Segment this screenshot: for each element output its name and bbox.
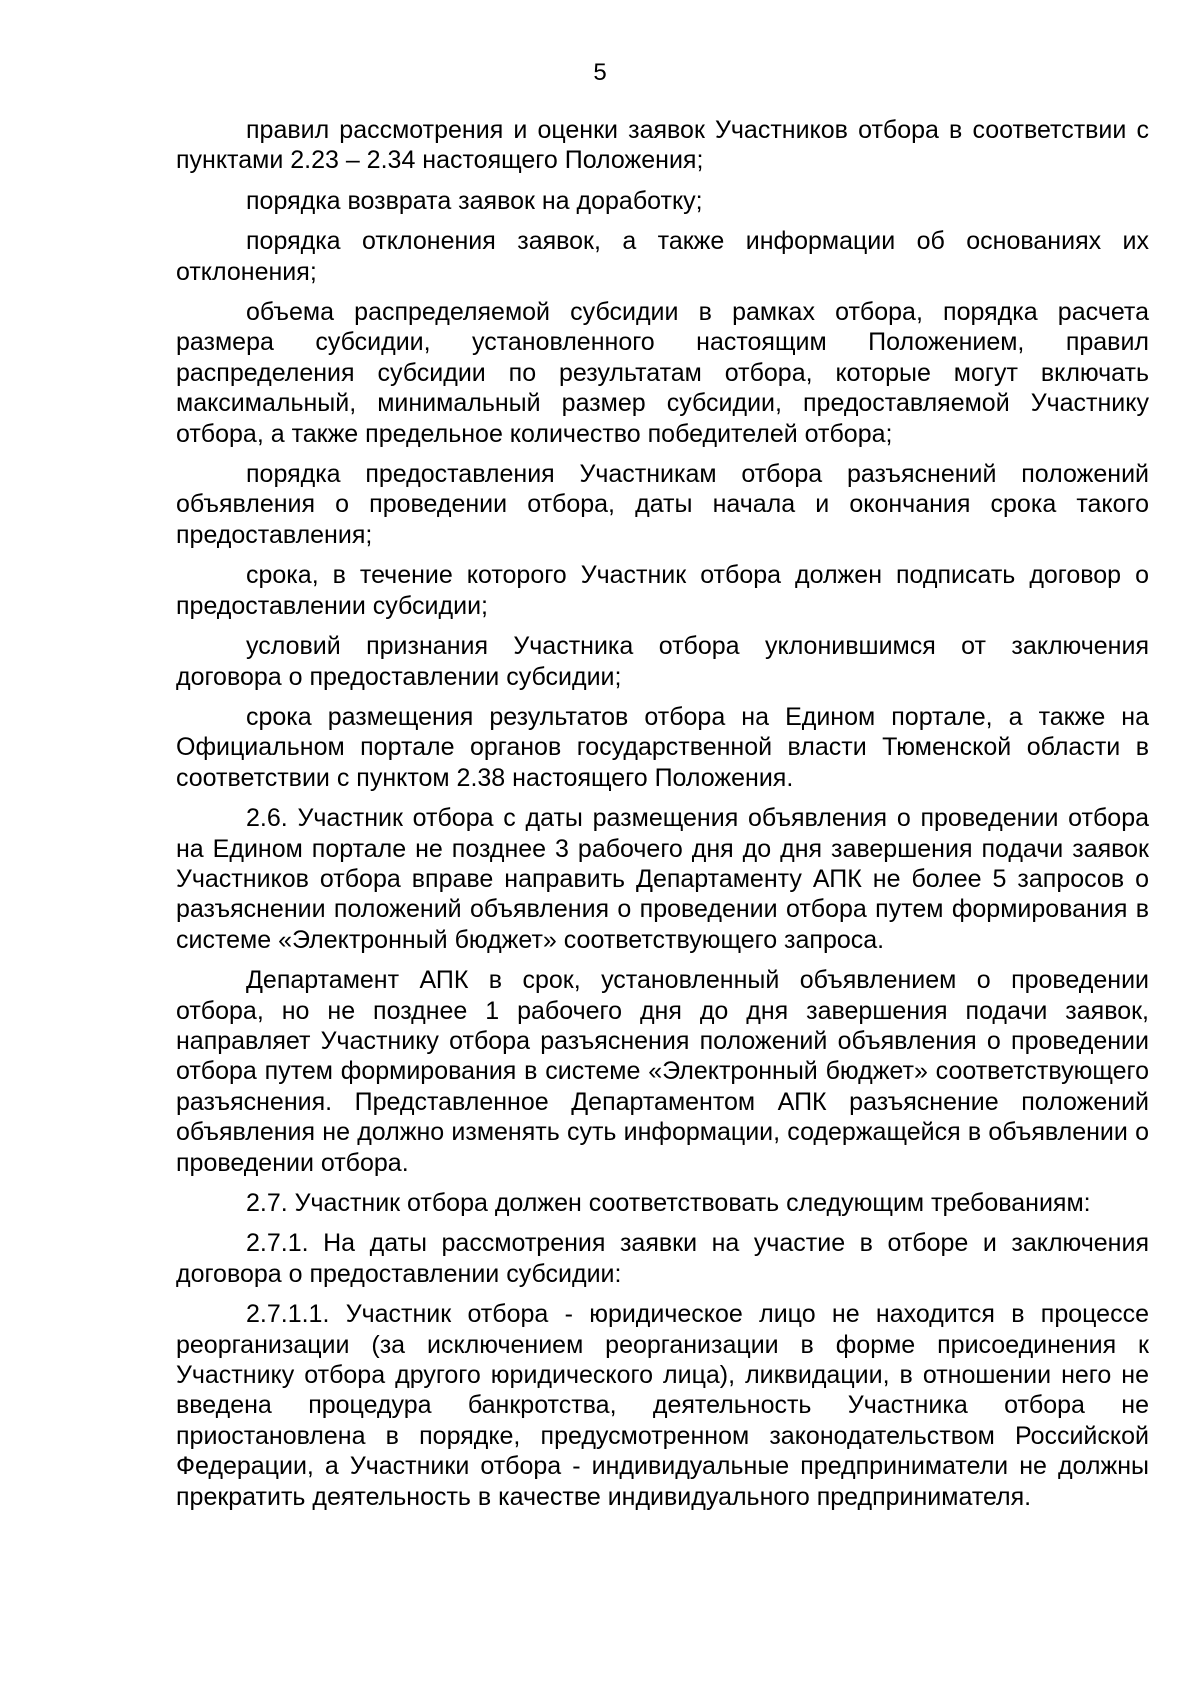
paragraph-return-procedure: порядка возврата заявок на доработку; [246,186,703,215]
paragraph-clarification-procedure: порядка предоставления Участникам отбора разъяснений положений объявления о проведении отбора, даты начала и окончания срока такого предоставления; [176,460,1149,549]
paragraph-section-2-6: 2.6. Участник отбора с даты размещения объявления о проведении отбора на Едином портале не позднее 3 рабочего дня до дня завершения подачи заявок Участников отбора вправе направить Департаменту АПК не более 5 запросов о разъяснении положений объявления о проведении отбора путем формирования в системе «Электронный бюджет» соответствующего запроса. [176,804,1149,954]
paragraph-evaluation-rules: правил рассмотрения и оценки заявок Участников отбора в соответствии с пунктами 2.23 – 2.34 настоящего Положения; [176,116,1149,175]
paragraph-signing-deadline: срока, в течение которого Участник отбора должен подписать договор о предоставлении субсидии; [176,561,1149,620]
paragraph-section-2-7: 2.7. Участник отбора должен соответствовать следующим требованиям: [246,1189,1091,1217]
document-body [176,115,1149,1522]
paragraph-evasion-conditions: условий признания Участника отбора уклонившимся от заключения договора о предоставлении субсидии; [176,632,1149,691]
paragraph-subsidy-volume: объема распределяемой субсидии в рамках отбора, порядка расчета размера субсидии, установленного настоящим Положением, правил распределения субсидии по результатам отбора, которые могут включать максимальный, минимальный размер субсидии, предоставляемой Участнику отбора, а также предельное количество победителей отбора; [176,298,1149,448]
paragraph-rejection-procedure: порядка отклонения заявок, а также информации об основаниях их отклонения; [176,227,1149,286]
paragraph-results-publication: срока размещения результатов отбора на Едином портале, а также на Официальном портале органов государственной власти Тюменской области в соответствии с пунктом 2.38 настоящего Положения. [176,702,1149,792]
page-number: 5 [593,59,607,86]
paragraph-department-clarification: Департамент АПК в срок, установленный объявлением о проведении отбора, но не позднее 1 рабочего дня до дня завершения подачи заявок, направляет Участнику отбора разъяснения положений объявления о проведении отбора путем формирования в системе «Электронный бюджет» соответствующего разъяснения. Представленное Департаментом АПК разъяснение положений объявления не должно изменять суть информации, содержащейся в объявлении о проведении отбора. [176,966,1149,1177]
paragraph-section-2-7-1-1: 2.7.1.1. Участник отбора - юридическое лицо не находится в процессе реорганизации (за исключением реорганизации в форме присоединения к Участнику отбора другого юридического лица), ликвидации, в отношении него не введена процедура банкротства, деятельность Участника отбора не приостановлена в порядке, предусмотренном законодательством Российской Федерации, а Участники отбора - индивидуальные предприниматели не должны прекратить деятельность в качестве индивидуального предпринимателя. [176,1300,1149,1511]
paragraph-section-2-7-1: 2.7.1. На даты рассмотрения заявки на участие в отборе и заключения договора о предоставлении субсидии: [176,1229,1149,1288]
